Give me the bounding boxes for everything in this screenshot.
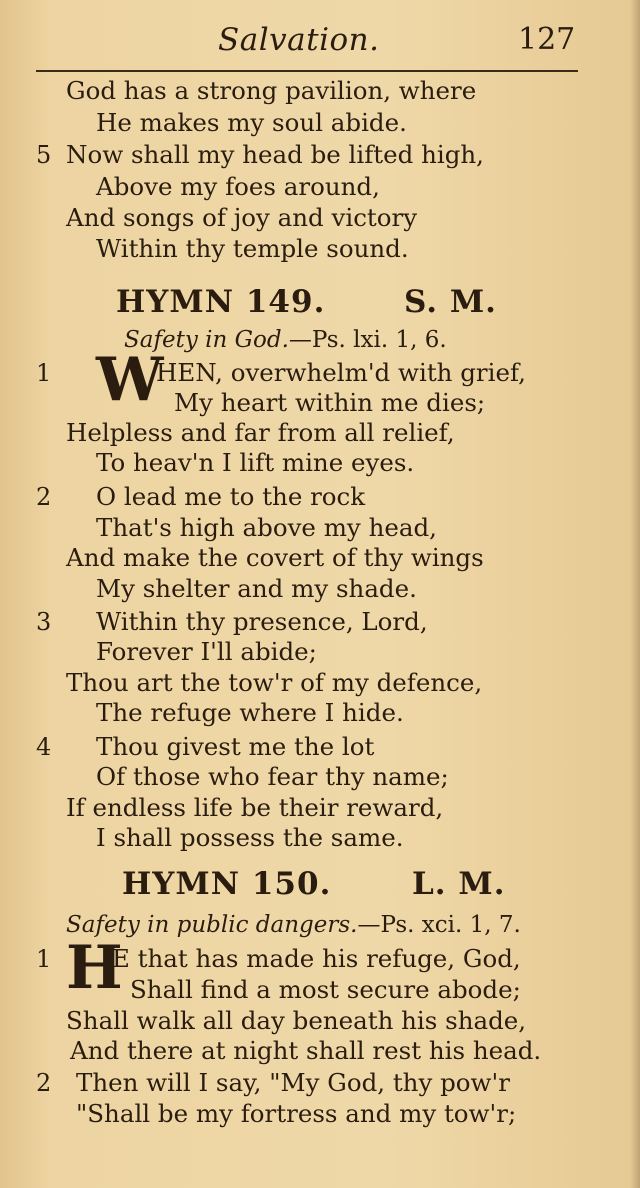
verse-line: "Shall be my fortress and my tow'r; [76,1099,517,1128]
subtitle-title: Safety in public dangers. [66,912,358,938]
verse-line: And make the covert of thy wings [66,543,484,572]
verse-line: My shelter and my shade. [96,574,417,603]
verse-line: I shall possess the same. [96,823,404,852]
verse-line: Shall walk all day beneath his shade, [66,1006,527,1035]
verse-line: Thou art the tow'r of my defence, [66,668,483,697]
verse-line: E that has made his refuge, God, [112,944,521,973]
verse-number: 1 [36,945,52,973]
verse-line: And there at night shall rest his head. [70,1036,542,1065]
subtitle-title: Safety in God. [124,327,289,353]
verse-line: Thou givest me the lot [96,732,375,761]
verse-line: Then will I say, "My God, thy pow'r [76,1068,510,1097]
verse-line: To heav'n I lift mine eyes. [96,448,415,477]
verse-line: Above my foes around, [96,172,380,201]
verse-number: 1 [36,359,52,387]
drop-cap: H [66,933,123,1003]
verse-line: If endless life be their reward, [66,793,444,822]
hymn-meter: L. M. [412,866,506,902]
verse-number: 4 [36,733,52,761]
verse-number: 5 [36,141,52,169]
verse-line: O lead me to the rock [96,482,366,511]
verse-line: Forever I'll abide; [96,637,317,666]
verse-line: Shall find a most secure abode; [130,975,521,1004]
verse-number: 2 [36,483,52,511]
running-header [0,18,640,62]
hymn-meter: S. M. [404,284,497,320]
verse-line: Of those who fear thy name; [96,762,449,791]
hymn-subtitle [66,910,521,940]
verse-line: HEN, overwhelm'd with grief, [156,358,526,387]
hymn-subtitle [124,325,447,355]
verse-number: 3 [36,608,52,636]
verse-line: God has a strong pavilion, where [66,76,477,105]
verse-line: Now shall my head be lifted high, [66,140,484,169]
verse-line: Within thy presence, Lord, [96,607,428,636]
subtitle-reference: —Ps. lxi. 1, 6. [288,327,447,353]
verse-line: Helpless and far from all relief, [66,418,455,447]
verse-line: The refuge where I hide. [96,698,404,727]
page-edge-shadow [630,0,640,1188]
verse-number: 2 [36,1069,52,1097]
drop-cap: W [96,345,164,415]
running-title: Salvation. [218,22,380,58]
verse-line: And songs of joy and victory [66,203,418,232]
verse-line: That's high above my head, [96,513,437,542]
subtitle-reference: —Ps. xci. 1, 7. [357,912,521,938]
header-rule [36,70,578,72]
page-number: 127 [518,22,576,57]
verse-line: He makes my soul abide. [96,108,407,137]
hymn-heading: HYMN 149. [116,284,326,320]
hymn-heading: HYMN 150. [122,866,332,902]
verse-line: Within thy temple sound. [96,234,409,263]
verse-line: My heart within me dies; [174,388,486,417]
